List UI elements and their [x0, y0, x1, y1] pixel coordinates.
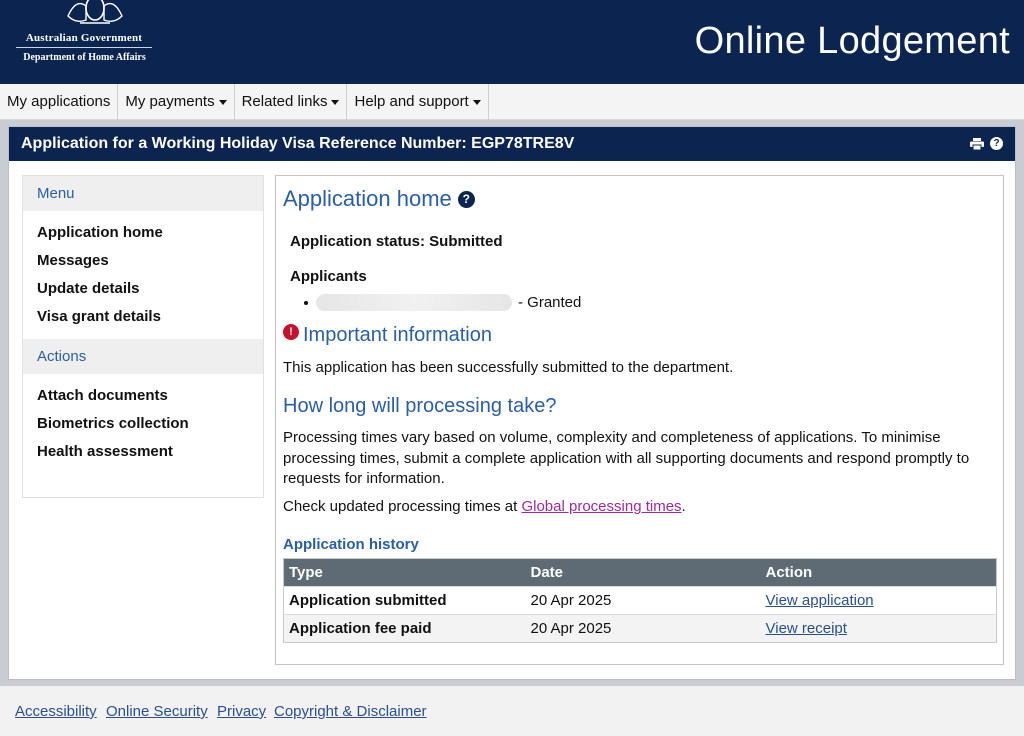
column-header-type: Type: [284, 559, 526, 587]
application-title: Application for a Working Holiday Visa Reference Number: EGP78TRE8V: [21, 135, 575, 152]
column-header-date: Date: [526, 559, 761, 587]
view-application-link[interactable]: View application: [765, 592, 874, 609]
alert-icon: !: [283, 324, 299, 340]
nav-label: My payments: [125, 93, 215, 110]
menu-list: [23, 211, 263, 339]
nav-help-and-support[interactable]: [347, 84, 488, 120]
important-text: This application has been successfully submitted to the department.: [283, 359, 734, 376]
footer-link-copyright-disclaimer[interactable]: Copyright & Disclaimer: [274, 703, 427, 720]
sidebar-item-visa-grant-details[interactable]: Visa grant details: [37, 308, 161, 325]
history-table: [283, 558, 997, 643]
redacted-applicant-name: [316, 294, 512, 311]
nav-related-links[interactable]: [235, 84, 348, 120]
table-row: [284, 615, 997, 643]
footer-link-online-security[interactable]: Online Security: [106, 703, 208, 720]
card-header: [9, 127, 1015, 161]
coat-of-arms-icon: [60, 0, 130, 26]
main-nav: [0, 84, 1024, 120]
footer: [0, 686, 1024, 736]
help-icon[interactable]: ?: [458, 191, 475, 208]
header-tools: [970, 137, 1003, 150]
caret-down-icon: [473, 100, 481, 105]
applicant-status: - Granted: [518, 294, 582, 311]
sidebar-item-health-assessment[interactable]: Health assessment: [37, 443, 173, 460]
caret-down-icon: [219, 100, 227, 105]
site-header: [0, 0, 1024, 84]
bullet-icon: [304, 301, 308, 305]
row-action: [761, 587, 997, 615]
site-title: Online Lodgement: [694, 20, 1010, 62]
check-end: .: [681, 498, 686, 515]
nav-label: Help and support: [354, 93, 469, 110]
gov-logo[interactable]: [12, 0, 157, 70]
sidebar: [22, 175, 264, 498]
view-receipt-link[interactable]: View receipt: [765, 620, 847, 637]
sidebar-item-messages[interactable]: Messages: [37, 252, 109, 269]
logo-divider: [16, 47, 152, 48]
table-header-row: [284, 559, 997, 587]
gov-name: Australian Government: [25, 32, 143, 44]
nav-my-applications[interactable]: [0, 84, 118, 120]
row-type: Application fee paid: [284, 615, 526, 643]
applicant-item: [304, 294, 581, 311]
sidebar-item-biometrics-collection[interactable]: Biometrics collection: [37, 415, 189, 432]
footer-link-accessibility[interactable]: Accessibility: [15, 703, 97, 720]
sidebar-item-update-details[interactable]: Update details: [37, 280, 140, 297]
processing-heading: How long will processing take?: [283, 395, 557, 417]
help-icon[interactable]: ?: [990, 137, 1003, 150]
dept-name: Department of Home Affairs: [23, 52, 146, 63]
column-header-action: Action: [761, 559, 997, 587]
page-title: [283, 186, 475, 212]
footer-link-privacy[interactable]: Privacy: [217, 703, 267, 720]
application-card: [8, 126, 1016, 680]
nav-label: Related links: [241, 93, 328, 110]
table-row: [284, 587, 997, 615]
sidebar-item-application-home[interactable]: Application home: [37, 224, 163, 241]
actions-list: [23, 374, 263, 474]
row-date: 20 Apr 2025: [526, 615, 761, 643]
important-heading-text: Important information: [303, 324, 492, 346]
print-icon[interactable]: [970, 138, 984, 150]
processing-check: [283, 498, 686, 515]
row-type: Application submitted: [284, 587, 526, 615]
row-action: [761, 615, 997, 643]
application-status: Application status: Submitted: [290, 233, 503, 250]
history-heading: Application history: [283, 536, 419, 553]
processing-text: Processing times vary based on volume, complexity and completeness of applications. To minimise processing times, submit a complete application with all supporting documents and respond promptly to requests for information.: [283, 429, 970, 487]
sidebar-item-attach-documents[interactable]: Attach documents: [37, 387, 168, 404]
check-text: Check updated processing times at: [283, 498, 522, 515]
nav-my-payments[interactable]: [118, 84, 234, 120]
actions-heading: Actions: [23, 339, 263, 374]
main-content: [275, 175, 1004, 665]
caret-down-icon: [331, 100, 339, 105]
row-date: 20 Apr 2025: [526, 587, 761, 615]
page-title-text: Application home: [283, 186, 452, 211]
global-processing-times-link[interactable]: Global processing times: [521, 498, 682, 515]
applicants-heading: Applicants: [290, 268, 367, 285]
nav-label: My applications: [7, 93, 111, 110]
menu-heading: Menu: [23, 176, 263, 211]
important-heading: [283, 324, 492, 347]
